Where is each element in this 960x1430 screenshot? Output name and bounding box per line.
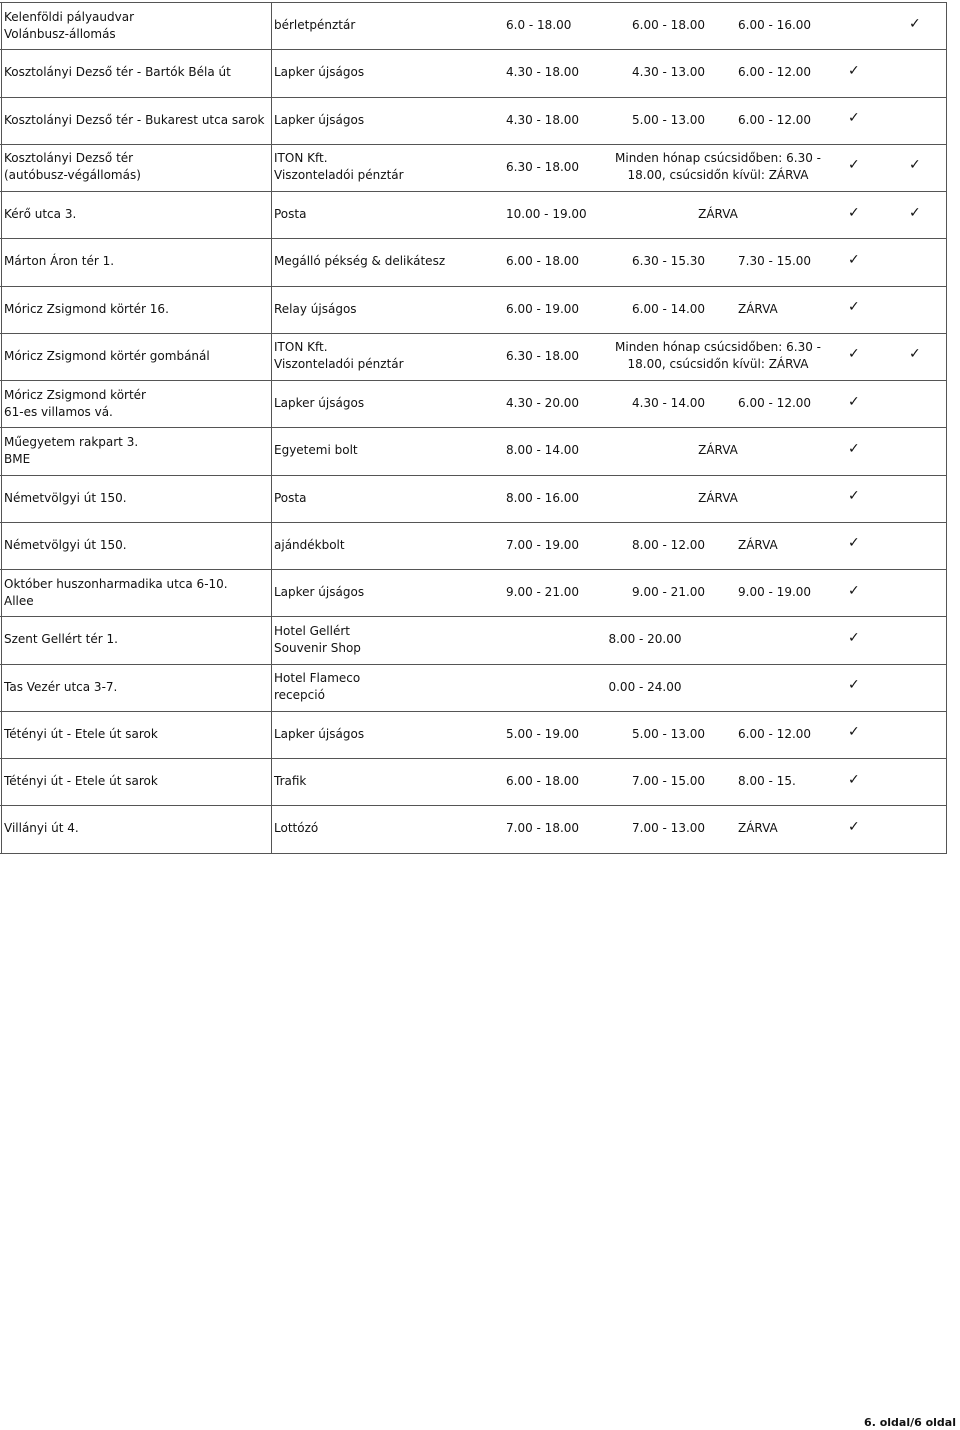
outlet-cell: ajándékbolt (274, 537, 345, 552)
check-icon-1: ✓ (848, 393, 860, 410)
outlet-cell: Lapker újságos (274, 396, 365, 411)
sunday-hours: 6.00 - 16.00 (738, 18, 812, 33)
saturday-hours: 8.00 - 12.00 (632, 537, 706, 552)
weekday-hours: 9.00 - 21.00 (506, 585, 580, 600)
row-divider (0, 475, 947, 476)
location-cell: Műegyetem rakpart 3. (4, 434, 139, 449)
weekday-hours: 5.00 - 19.00 (506, 726, 580, 741)
check-icon-1: ✓ (848, 582, 860, 599)
location-cell: Kosztolányi Dezső tér - Bukarest utca sarok (4, 112, 265, 127)
location-cell: Móricz Zsigmond körtér gombánál (4, 348, 210, 363)
check-icon-1: ✓ (848, 62, 860, 79)
location-cell: Kelenföldi pályaudvar (4, 9, 135, 24)
sunday-hours: 8.00 - 15. (738, 774, 796, 789)
check-icon-1: ✓ (848, 818, 860, 835)
outlet-cell: Hotel Flameco (274, 671, 361, 686)
outlet-cell: Lottózó (274, 821, 319, 836)
weekday-hours: 6.30 - 18.00 (506, 348, 580, 363)
outlet-cell: bérletpénztár (274, 18, 356, 33)
merged-hours-cell: 18.00, csúcsidőn kívül: ZÁRVA (627, 357, 809, 372)
row-divider (0, 191, 947, 192)
location-cell: Márton Áron tér 1. (4, 254, 115, 269)
saturday-hours: 9.00 - 21.00 (632, 585, 706, 600)
sunday-hours: ZÁRVA (738, 537, 778, 552)
saturday-hours: 4.30 - 13.00 (632, 65, 706, 80)
check-icon-1: ✓ (848, 677, 860, 694)
merged-hours-cell: 0.00 - 24.00 (608, 679, 682, 694)
saturday-hours: 7.00 - 15.00 (632, 774, 706, 789)
check-icon-2: ✓ (909, 15, 921, 32)
row-divider (0, 616, 947, 617)
location-cell: Móricz Zsigmond körtér (4, 387, 146, 402)
location-cell: Kosztolányi Dezső tér (4, 151, 134, 166)
row-divider (0, 805, 947, 806)
outlet-cell: Lapker újságos (274, 65, 365, 80)
check-icon-2: ✓ (909, 157, 921, 174)
weekday-hours: 10.00 - 19.00 (506, 207, 587, 222)
check-icon-1: ✓ (848, 629, 860, 646)
location-cell: (autóbusz-végállomás) (4, 168, 141, 183)
saturday-hours: 6.00 - 18.00 (632, 18, 706, 33)
check-icon-1: ✓ (848, 724, 860, 741)
weekday-hours: 8.00 - 16.00 (506, 490, 580, 505)
location-cell: Szent Gellért tér 1. (4, 632, 118, 647)
outlet-cell: Egyetemi bolt (274, 443, 358, 458)
outlet-cell: Posta (274, 490, 307, 505)
location-cell: BME (4, 451, 31, 466)
check-icon-1: ✓ (848, 488, 860, 505)
location-cell: Villányi út 4. (4, 821, 79, 836)
sunday-hours: 7.30 - 15.00 (738, 254, 812, 269)
column-divider (271, 2, 272, 853)
saturday-hours: 5.00 - 13.00 (632, 112, 706, 127)
outlet-cell: ITON Kft. (274, 151, 328, 166)
check-icon-2: ✓ (909, 204, 921, 221)
check-icon-1: ✓ (848, 299, 860, 316)
row-divider (0, 97, 947, 98)
merged-hours-cell: ZÁRVA (698, 443, 738, 458)
outlet-cell: Megálló pékség & delikátesz (274, 254, 446, 269)
location-cell: Kérő utca 3. (4, 207, 77, 222)
location-cell: Németvölgyi út 150. (4, 490, 127, 505)
outlet-cell: Lapker újságos (274, 585, 365, 600)
row-divider (0, 333, 947, 334)
location-cell: Tétényi út - Etele út sarok (4, 774, 158, 789)
weekday-hours: 6.00 - 19.00 (506, 301, 580, 316)
weekday-hours: 4.30 - 18.00 (506, 65, 580, 80)
sunday-hours: 9.00 - 19.00 (738, 585, 812, 600)
check-icon-1: ✓ (848, 346, 860, 363)
row-divider (0, 49, 947, 50)
outlet-cell: recepció (274, 688, 325, 703)
location-cell: Kosztolányi Dezső tér - Bartók Béla út (4, 65, 231, 80)
row-divider (0, 522, 947, 523)
check-icon-1: ✓ (848, 110, 860, 127)
location-cell: Németvölgyi út 150. (4, 537, 127, 552)
check-icon-1: ✓ (848, 771, 860, 788)
row-divider (0, 286, 947, 287)
merged-hours-cell: Minden hónap csúcsidőben: 6.30 - (615, 340, 821, 355)
saturday-hours: 4.30 - 14.00 (632, 396, 706, 411)
location-cell: Október huszonharmadika utca 6-10. (4, 576, 228, 591)
sunday-hours: 6.00 - 12.00 (738, 726, 812, 741)
check-icon-2: ✓ (909, 346, 921, 363)
column-divider (1, 2, 2, 853)
saturday-hours: 7.00 - 13.00 (632, 821, 706, 836)
check-icon-1: ✓ (848, 440, 860, 457)
weekday-hours: 6.0 - 18.00 (506, 18, 572, 33)
sunday-hours: ZÁRVA (738, 301, 778, 316)
row-divider (0, 238, 947, 239)
check-icon-1: ✓ (848, 157, 860, 174)
merged-hours-cell: ZÁRVA (698, 490, 738, 505)
merged-hours-cell: 18.00, csúcsidőn kívül: ZÁRVA (627, 168, 809, 183)
row-divider (0, 2, 947, 3)
weekday-hours: 6.00 - 18.00 (506, 774, 580, 789)
column-divider (946, 2, 947, 853)
outlet-cell: Viszonteladói pénztár (274, 168, 404, 183)
sunday-hours: 6.00 - 12.00 (738, 396, 812, 411)
outlet-cell: Trafik (274, 774, 307, 789)
outlet-cell: ITON Kft. (274, 340, 328, 355)
weekday-hours: 7.00 - 19.00 (506, 537, 580, 552)
sunday-hours: 6.00 - 12.00 (738, 65, 812, 80)
row-divider (0, 569, 947, 570)
weekday-hours: 6.30 - 18.00 (506, 159, 580, 174)
row-divider (0, 380, 947, 381)
location-cell: Volánbusz-állomás (4, 26, 116, 41)
outlet-cell: Relay újságos (274, 301, 357, 316)
outlet-cell: Viszonteladói pénztár (274, 357, 404, 372)
merged-hours-cell: Minden hónap csúcsidőben: 6.30 - (615, 151, 821, 166)
weekday-hours: 8.00 - 14.00 (506, 443, 580, 458)
weekday-hours: 4.30 - 20.00 (506, 396, 580, 411)
merged-hours-cell: 8.00 - 20.00 (608, 632, 682, 647)
location-cell: Allee (4, 593, 34, 608)
location-cell: Móricz Zsigmond körtér 16. (4, 301, 169, 316)
saturday-hours: 6.00 - 14.00 (632, 301, 706, 316)
sunday-hours: 6.00 - 12.00 (738, 112, 812, 127)
check-icon-1: ✓ (848, 204, 860, 221)
merged-hours-cell: ZÁRVA (698, 207, 738, 222)
location-cell: Tas Vezér utca 3-7. (4, 679, 118, 694)
page-footer: 6. oldal/6 oldal (864, 1416, 956, 1429)
outlet-cell: Hotel Gellért (274, 623, 350, 638)
saturday-hours: 6.30 - 15.30 (632, 254, 706, 269)
weekday-hours: 6.00 - 18.00 (506, 254, 580, 269)
row-divider (0, 427, 947, 428)
row-divider (0, 144, 947, 145)
location-cell: Tétényi út - Etele út sarok (4, 726, 158, 741)
outlet-cell: Souvenir Shop (274, 640, 361, 655)
row-divider (0, 711, 947, 712)
row-divider (0, 664, 947, 665)
check-icon-1: ✓ (848, 535, 860, 552)
row-divider (0, 853, 947, 854)
weekday-hours: 4.30 - 18.00 (506, 112, 580, 127)
saturday-hours: 5.00 - 13.00 (632, 726, 706, 741)
location-cell: 61-es villamos vá. (4, 404, 113, 419)
outlet-cell: Posta (274, 207, 307, 222)
outlet-cell: Lapker újságos (274, 726, 365, 741)
weekday-hours: 7.00 - 18.00 (506, 821, 580, 836)
check-icon-1: ✓ (848, 251, 860, 268)
row-divider (0, 758, 947, 759)
outlet-cell: Lapker újságos (274, 112, 365, 127)
sunday-hours: ZÁRVA (738, 821, 778, 836)
